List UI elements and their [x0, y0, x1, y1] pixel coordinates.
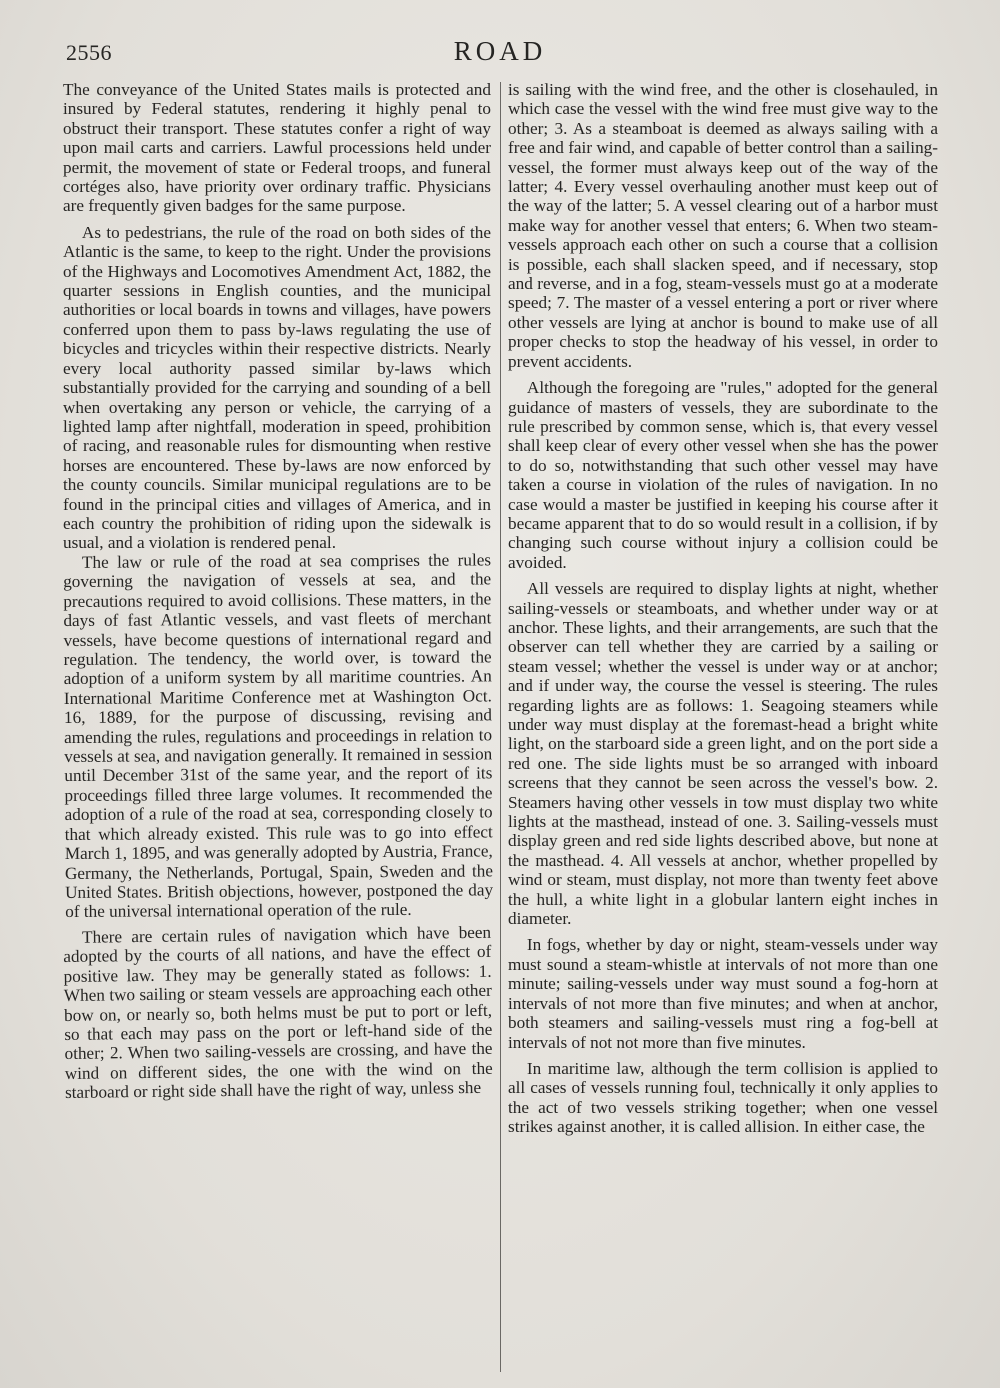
- column-divider: [500, 82, 501, 1372]
- paragraph: All vessels are required to display lights at night, whether sailing-vessels or steamboats, and whether under way or at anchor. These lights, and their arrangements, are such that the observer can tell whether they are carried by a sailing or steam vessel; whether the vessel is under way or at anchor; and if under way, the course the vessel is steering. The rules regarding lights are as follows: 1. Seagoing steamers while under way must display at the foremast-head a bright white light, on the starboard side a green light, and on the port side a red one. The side lights must be so arranged with inboard screens that they cannot be seen across the vessel's bow. 2. Steamers having other vessels in tow must display two white lights at the masthead, instead of one. 3. Sailing-vessels must display green and red side lights described above, but none at the masthead. 4. All vessels at anchor, whether propelled by wind or steam, must display, not more than twenty feet above the hull, a white light in a globular lantern eight inches in diameter.: [508, 579, 938, 929]
- right-column: [508, 80, 938, 1137]
- paragraph: As to pedestrians, the rule of the road on both sides of the Atlantic is the same, to keep to the right. Under the provisions of the Highways and Locomotives Amendment Act, 1882, the quarter sessions in English counties, and the municipal authorities or local boards in towns and villages, have powers conferred upon them to pass by-laws regulating the use of bicycles and tricycles within their respective districts. Nearly every local authority passed similar by-laws which substantially provided for the carrying and sounding of a bell when overtaking any person or vehicle, the carrying of a lighted lamp after nightfall, moderation in speed, prohibition of racing, and reasonable rules for dismounting when restive horses are encountered. These by-laws are now enforced by the county councils. Similar municipal regulations are to be found in the principal cities and villages of America, and in each country the prohibition of riding upon the sidewalk is usual, and a violation is rendered penal.: [63, 222, 491, 553]
- page-number: 2556: [66, 40, 112, 65]
- paragraph: Although the foregoing are "rules," adopted for the general guidance of masters of vessels, they are subordinate to the rule prescribed by common sense, which is, that every vessel shall keep clear of every other vessel when she has the power to do so, notwithstanding that such other vessel may have taken a course in violation of the rules of navigation. In no case would a master be justified in keeping his course after it became apparent that to do so would result in a collision, if by changing such course without injury a collision could be avoided.: [508, 378, 938, 572]
- left-column: [63, 80, 494, 1103]
- paragraph: is sailing with the wind free, and the other is closehauled, in which case the vessel with the wind free must give way to the other; 3. As a steamboat is deemed as always sailing with a free and fair wind, and capable of better control than a sailing-vessel, the former must always keep out of the way of the latter; 4. Every vessel overhauling another must keep out of the way of the latter; 5. A vessel clearing out of a harbor must make way for another vessel that enters; 6. When two steam-vessels approach each other on such a course that a collision is possible, each shall slacken speed, and if necessary, stop and reverse, and in a fog, steam-vessels must go at a moderate speed; 7. The master of a vessel entering a port or river where other vessels are lying at anchor is bound to make use of all proper checks to stop the headway of his vessel, in order to prevent accidents.: [508, 80, 938, 371]
- paragraph: In fogs, whether by day or night, steam-vessels under way must sound a steam-whistle at intervals of not more than one minute; sailing-vessels under way must sound a fog-horn at intervals of not more than five minutes; and when at anchor, both steamers and sailing-vessels must ring a fog-bell at intervals of not not more than five minutes.: [508, 935, 938, 1052]
- running-head-title: ROAD: [453, 36, 547, 66]
- paragraph: In maritime law, although the term collision is applied to all cases of vessels running foul, technically it only applies to the act of two vessels striking together; when one vessel strikes against another, it is called allision. In either case, the: [508, 1058, 938, 1137]
- paragraph: The law or rule of the road at sea comprises the rules governing the navigation of vessels at sea, and the precautions required to avoid collisions. These matters, in the days of fast Atlantic vessels, and vast fleets of merchant vessels, have become questions of international regard and regulation. The tendency, the world over, is toward the adoption of a uniform system by all maritime countries. An International Maritime Conference met at Washington Oct. 16, 1889, for the purpose of discussing, revising and amending the rules, regulations and proceedings in relation to vessels at sea, and navigation generally. It remained in session until December 31st of the same year, and the report of its proceedings filled three large volumes. It recommended the adoption of a rule of the road at sea, corresponding closely to that which already existed. This rule was to go into effect March 1, 1895, and was generally adopted by Austria, France, Germany, the Netherlands, Portugal, Spain, Sweden and the United States. British objections, however, postponed the day of the universal international operation of the rule.: [63, 550, 494, 922]
- paragraph: The conveyance of the United States mails is protected and insured by Federal statutes, rendering it highly penal to obstruct their transport. These statutes confer a right of way upon mail carts and carriers. Lawful processions held under permit, the movement of state or Federal troops, and funeral cortéges also, have priority over ordinary traffic. Physicians are frequently given badges for the same purpose.: [63, 80, 491, 216]
- paragraph: There are certain rules of navigation which have been adopted by the courts of all nations, and have the effect of positive law. They may be generally stated as follows: 1. When two sailing or steam vessels are approaching each other bow on, or nearly so, both helms must be put to port or left, so that each may pass on the port or left-hand side of the other; 2. When two sailing-vessels are crossing, and have the wind on different sides, the one with the wind on the starboard or right side shall have the right of way, unless she: [63, 923, 493, 1103]
